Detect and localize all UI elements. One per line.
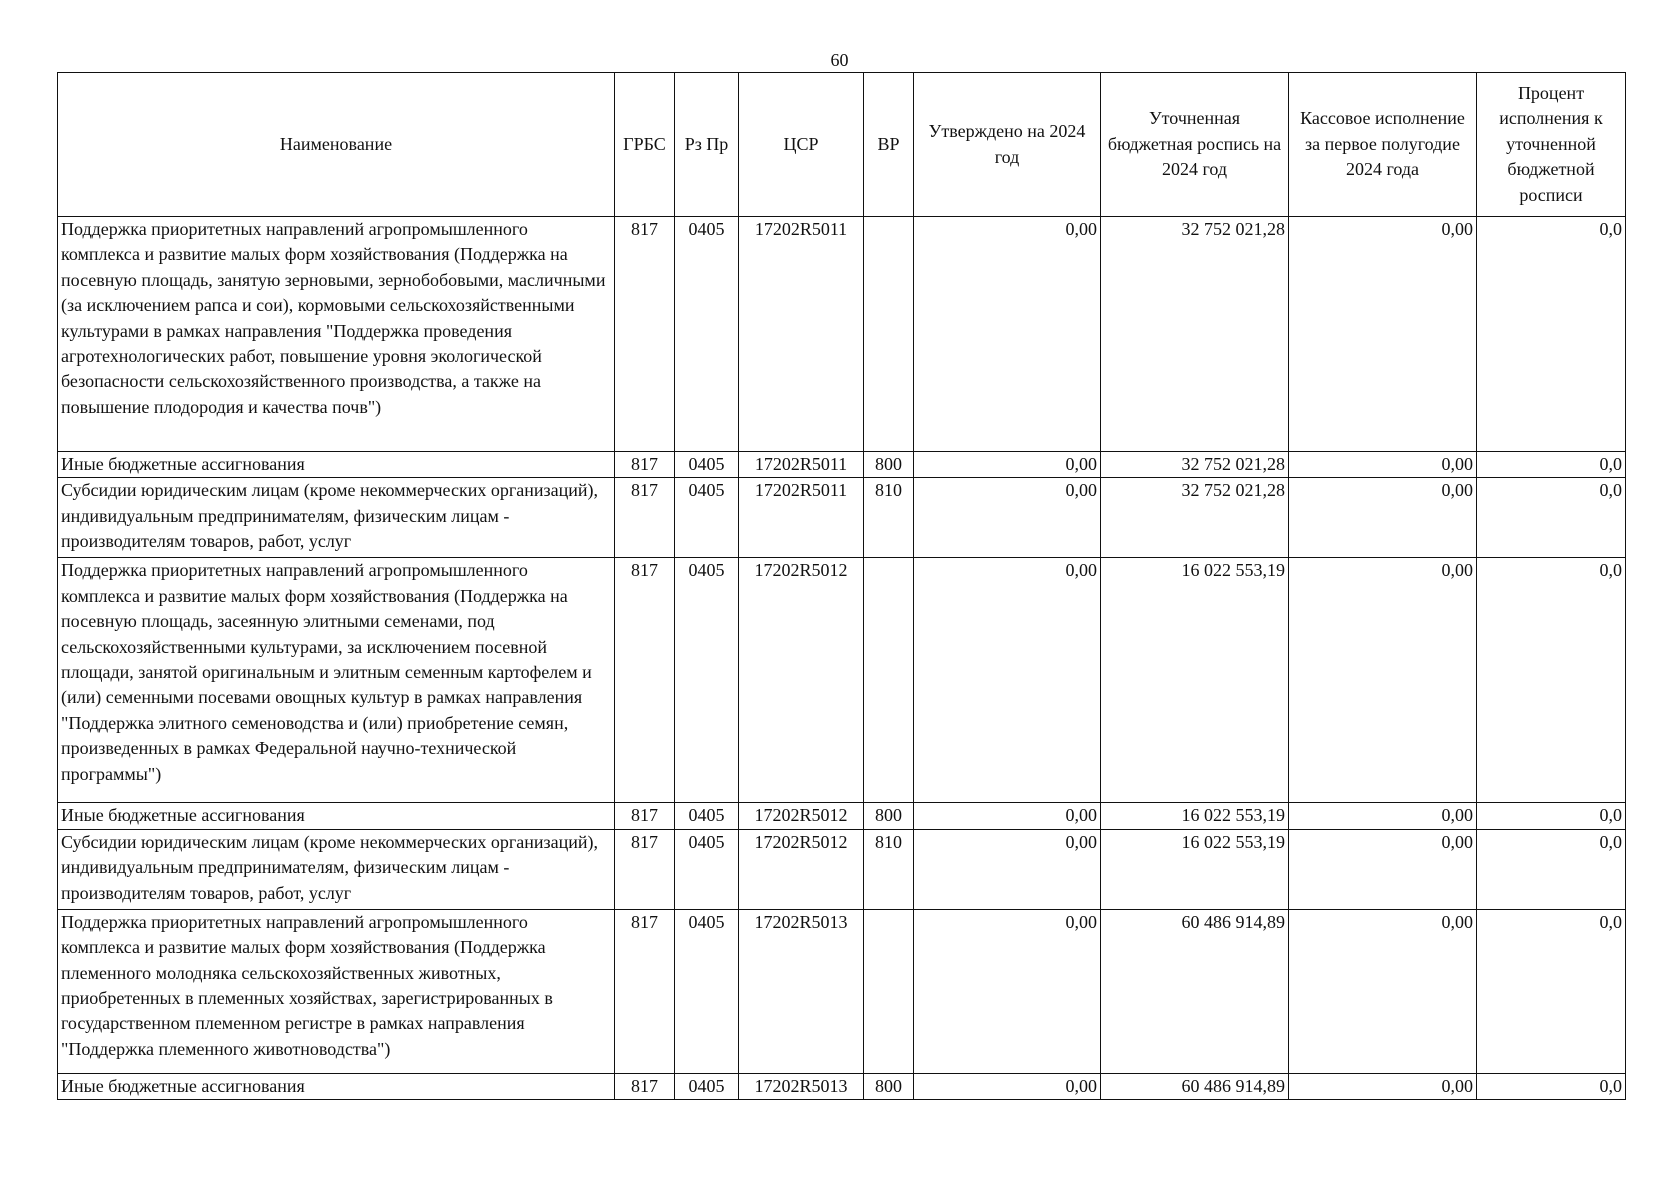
header-percent: Процент исполнения к уточненной бюджетной росписи — [1477, 73, 1626, 217]
cell-name: Иные бюджетные ассигнования — [58, 452, 615, 478]
cell-refined: 16 022 553,19 — [1101, 803, 1289, 829]
cell-cash: 0,00 — [1289, 909, 1477, 1073]
cell-grbs: 817 — [615, 558, 675, 803]
budget-table — [57, 72, 1626, 1100]
table-row — [58, 909, 1626, 1073]
cell-approved: 0,00 — [914, 829, 1101, 909]
cell-refined: 32 752 021,28 — [1101, 452, 1289, 478]
cell-grbs: 817 — [615, 1073, 675, 1099]
cell-name: Иные бюджетные ассигнования — [58, 1073, 615, 1099]
cell-approved: 0,00 — [914, 452, 1101, 478]
cell-grbs: 817 — [615, 909, 675, 1073]
header-cash: Кассовое исполнение за первое полугодие 2024 года — [1289, 73, 1477, 217]
cell-grbs: 817 — [615, 803, 675, 829]
cell-cash: 0,00 — [1289, 558, 1477, 803]
page-number: 60 — [830, 50, 849, 70]
cell-name: Поддержка приоритетных направлений агропромышленного комплекса и развитие малых форм хозяйствования (Поддержка на посевную площадь, занятую зерновыми, зернобобовыми, масличными (за исключением рапса и сои), кормовыми сельскохозяйственными культурами в рамках направления "Поддержка проведения агротехнологических работ, повышение уровня экологической безопасности сельскохозяйственного производства, а также на повышение плодородия и качества почв") — [58, 217, 615, 452]
cell-name: Поддержка приоритетных направлений агропромышленного комплекса и развитие малых форм хозяйствования (Поддержка племенного молодняка сельскохозяйственных животных, приобретенных в племенных хозяйствах, зарегистрированных в государственном племенном регистре в рамках направления "Поддержка племенного животноводства") — [58, 909, 615, 1073]
cell-rzpr: 0405 — [675, 452, 739, 478]
cell-grbs: 817 — [615, 452, 675, 478]
cell-grbs: 817 — [615, 829, 675, 909]
cell-csr: 17202R5011 — [739, 478, 864, 558]
cell-refined: 60 486 914,89 — [1101, 909, 1289, 1073]
table-row — [58, 217, 1626, 452]
cell-rzpr: 0405 — [675, 803, 739, 829]
cell-refined: 32 752 021,28 — [1101, 217, 1289, 452]
cell-csr: 17202R5011 — [739, 452, 864, 478]
cell-grbs: 817 — [615, 478, 675, 558]
cell-vr — [864, 217, 914, 452]
header-csr: ЦСР — [739, 73, 864, 217]
cell-rzpr: 0405 — [675, 558, 739, 803]
cell-percent: 0,0 — [1477, 1073, 1626, 1099]
header-grbs: ГРБС — [615, 73, 675, 217]
cell-approved: 0,00 — [914, 217, 1101, 452]
cell-vr — [864, 558, 914, 803]
cell-vr: 810 — [864, 478, 914, 558]
cell-refined: 32 752 021,28 — [1101, 478, 1289, 558]
header-row — [58, 73, 1626, 217]
cell-percent: 0,0 — [1477, 909, 1626, 1073]
cell-rzpr: 0405 — [675, 478, 739, 558]
cell-refined: 16 022 553,19 — [1101, 829, 1289, 909]
cell-vr: 810 — [864, 829, 914, 909]
cell-csr: 17202R5013 — [739, 909, 864, 1073]
cell-csr: 17202R5011 — [739, 217, 864, 452]
cell-vr: 800 — [864, 1073, 914, 1099]
cell-cash: 0,00 — [1289, 478, 1477, 558]
cell-approved: 0,00 — [914, 1073, 1101, 1099]
cell-refined: 16 022 553,19 — [1101, 558, 1289, 803]
cell-cash: 0,00 — [1289, 452, 1477, 478]
cell-percent: 0,0 — [1477, 452, 1626, 478]
cell-vr — [864, 909, 914, 1073]
cell-percent: 0,0 — [1477, 829, 1626, 909]
cell-cash: 0,00 — [1289, 1073, 1477, 1099]
cell-vr: 800 — [864, 803, 914, 829]
cell-percent: 0,0 — [1477, 478, 1626, 558]
cell-rzpr: 0405 — [675, 1073, 739, 1099]
table-row — [58, 1073, 1626, 1099]
cell-cash: 0,00 — [1289, 829, 1477, 909]
cell-approved: 0,00 — [914, 558, 1101, 803]
table-row — [58, 452, 1626, 478]
cell-percent: 0,0 — [1477, 558, 1626, 803]
cell-approved: 0,00 — [914, 803, 1101, 829]
cell-grbs: 817 — [615, 217, 675, 452]
cell-csr: 17202R5012 — [739, 558, 864, 803]
header-vr: ВР — [864, 73, 914, 217]
header-approved: Утверждено на 2024 год — [914, 73, 1101, 217]
header-rzpr: Рз Пр — [675, 73, 739, 217]
cell-rzpr: 0405 — [675, 909, 739, 1073]
cell-name: Поддержка приоритетных направлений агропромышленного комплекса и развитие малых форм хозяйствования (Поддержка на посевную площадь, засеянную элитными семенами, под сельскохозяйственными культурами, за исключением посевной площади, занятой оригинальным и элитным семенным картофелем и (или) семенными посевами овощных культур в рамках направления "Поддержка элитного семеноводства и (или) приобретение семян, произведенных в рамках Федеральной научно-технической программы") — [58, 558, 615, 803]
table-row — [58, 558, 1626, 803]
cell-name: Субсидии юридическим лицам (кроме некоммерческих организаций), индивидуальным предпринимателям, физическим лицам - производителям товаров, работ, услуг — [58, 829, 615, 909]
cell-rzpr: 0405 — [675, 217, 739, 452]
cell-cash: 0,00 — [1289, 217, 1477, 452]
cell-name: Субсидии юридическим лицам (кроме некоммерческих организаций), индивидуальным предпринимателям, физическим лицам - производителям товаров, работ, услуг — [58, 478, 615, 558]
cell-name: Иные бюджетные ассигнования — [58, 803, 615, 829]
cell-cash: 0,00 — [1289, 803, 1477, 829]
table-row — [58, 803, 1626, 829]
cell-percent: 0,0 — [1477, 803, 1626, 829]
cell-csr: 17202R5013 — [739, 1073, 864, 1099]
header-refined: Уточненная бюджетная роспись на 2024 год — [1101, 73, 1289, 217]
cell-csr: 17202R5012 — [739, 829, 864, 909]
table-row — [58, 829, 1626, 909]
cell-vr: 800 — [864, 452, 914, 478]
header-name: Наименование — [58, 73, 615, 217]
cell-approved: 0,00 — [914, 909, 1101, 1073]
cell-csr: 17202R5012 — [739, 803, 864, 829]
cell-rzpr: 0405 — [675, 829, 739, 909]
cell-refined: 60 486 914,89 — [1101, 1073, 1289, 1099]
table-row — [58, 478, 1626, 558]
cell-approved: 0,00 — [914, 478, 1101, 558]
cell-percent: 0,0 — [1477, 217, 1626, 452]
